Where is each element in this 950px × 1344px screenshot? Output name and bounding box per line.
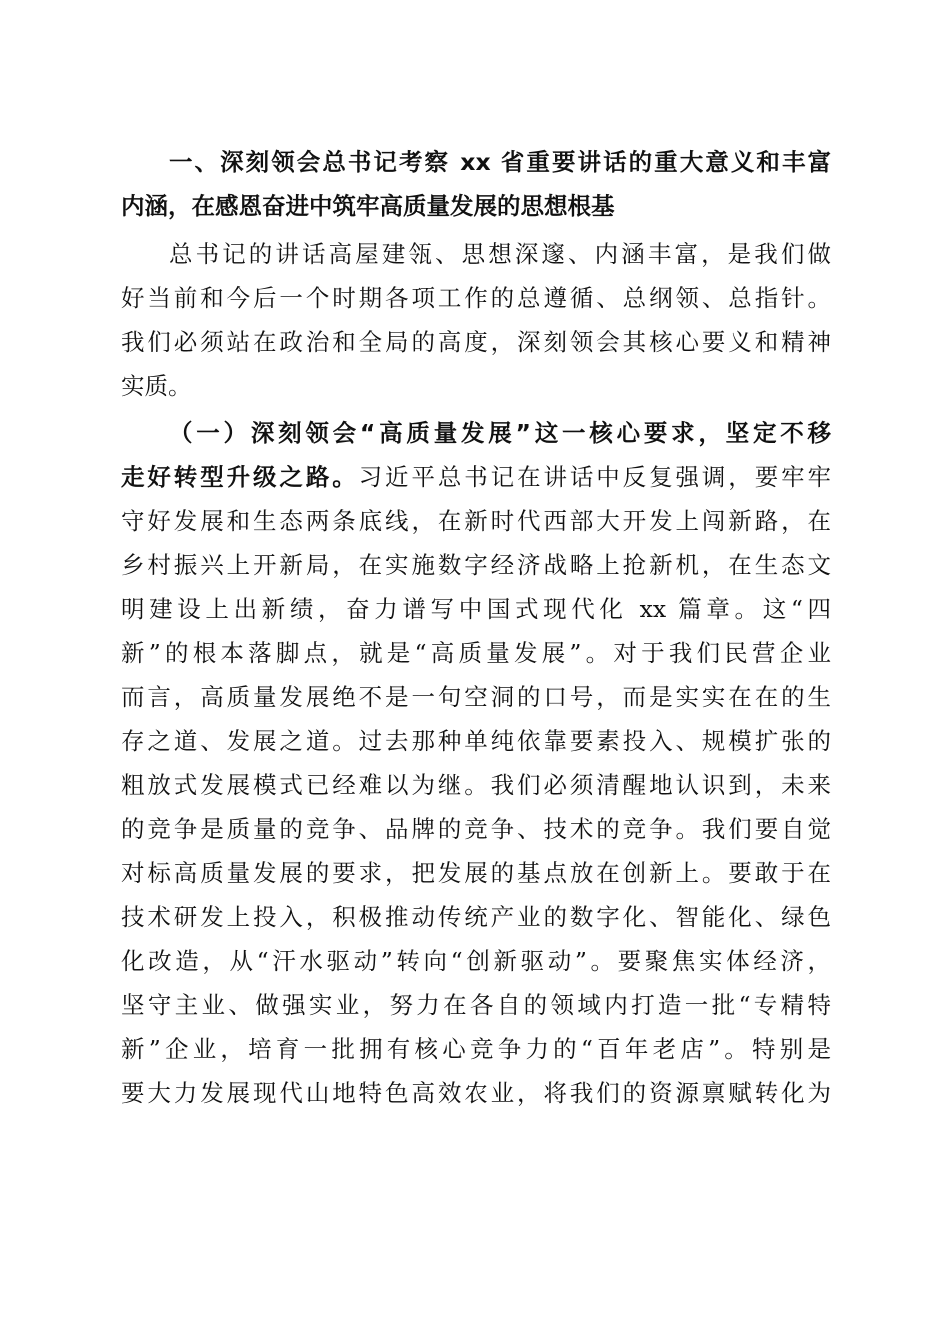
body-line: 对标高质量发展的要求，把发展的基点放在创新上。要敢于在	[121, 859, 831, 887]
body-line: 存之道、发展之道。过去那种单纯依靠要素投入、规模扩张的	[121, 727, 831, 755]
body-line: 新”的根本落脚点，就是“高质量发展”。对于我们民营企业	[121, 639, 831, 667]
intro-paragraph-line-4: 实质。	[121, 372, 192, 400]
section-heading-line-1: 一、深刻领会总书记考察 xx 省重要讲话的重大意义和丰富	[169, 148, 831, 176]
subsection-heading-line-2: 走好转型升级之路。	[121, 463, 359, 491]
body-line: 坚守主业、做强实业，努力在各自的领域内打造一批“专精特	[121, 991, 831, 1019]
section-heading-line-2: 内涵，在感恩奋进中筑牢高质量发展的思想根基	[121, 192, 615, 220]
body-line: 要大力发展现代山地特色高效农业，将我们的资源禀赋转化为	[121, 1079, 831, 1107]
body-line: 明建设上出新绩，奋力谱写中国式现代化 xx 篇章。这“四	[121, 595, 831, 623]
subsection-paragraph-text: 习近平总书记在讲话中反复强调，要牢牢	[358, 463, 832, 491]
body-line: 技术研发上投入，积极推动传统产业的数字化、智能化、绿色	[121, 903, 831, 931]
body-line: 守好发展和生态两条底线，在新时代西部大开发上闯新路，在	[121, 507, 831, 535]
body-line: 而言，高质量发展绝不是一句空洞的口号，而是实实在在的生	[121, 683, 831, 711]
body-line: 化改造，从“汗水驱动”转向“创新驱动”。要聚焦实体经济，	[121, 947, 831, 975]
body-line: 的竞争是质量的竞争、品牌的竞争、技术的竞争。我们要自觉	[121, 815, 831, 843]
body-line: 粗放式发展模式已经难以为继。我们必须清醒地认识到，未来	[121, 771, 831, 799]
intro-paragraph-line-3: 我们必须站在政治和全局的高度，深刻领会其核心要义和精神	[121, 328, 831, 356]
subsection-paragraph-line-1	[121, 455, 831, 499]
body-line: 乡村振兴上开新局，在实施数字经济战略上抢新机，在生态文	[121, 551, 831, 579]
intro-paragraph-line-2: 好当前和今后一个时期各项工作的总遵循、总纲领、总指针。	[121, 284, 831, 312]
body-line: 新”企业，培育一批拥有核心竞争力的“百年老店”。特别是	[121, 1035, 831, 1063]
intro-paragraph-line-1: 总书记的讲话高屋建瓴、思想深邃、内涵丰富，是我们做	[169, 240, 831, 268]
subsection-heading-line-1: （一）深刻领会“高质量发展”这一核心要求，坚定不移	[169, 419, 831, 447]
